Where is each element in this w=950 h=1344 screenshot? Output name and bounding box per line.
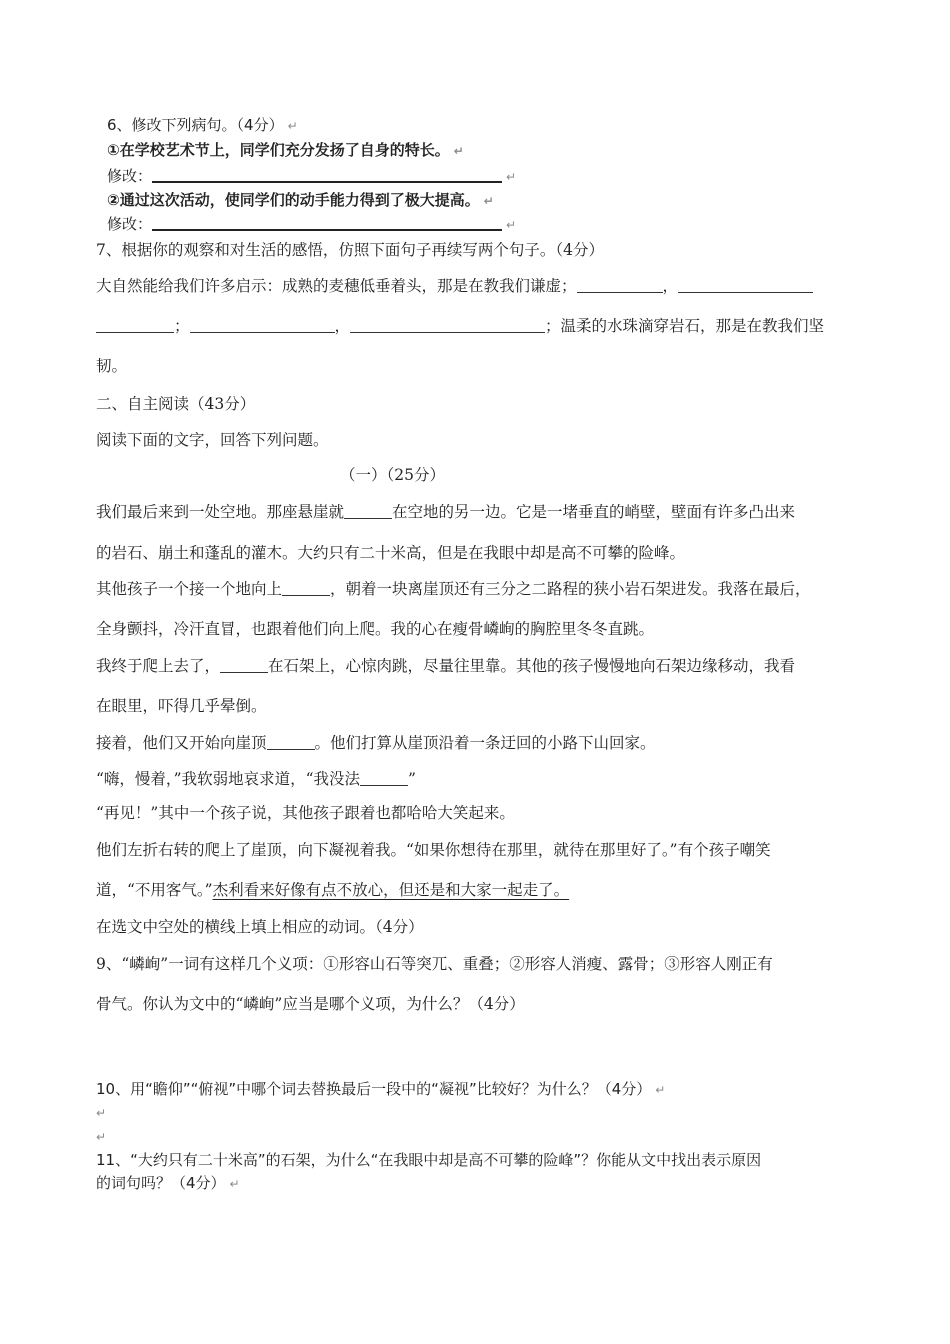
answer-blank-p1[interactable] xyxy=(344,503,392,519)
q11-line-2: 的词句吗？（4分） ↵ xyxy=(96,1174,240,1192)
q7-line-2: ； ， ；温柔的水珠滴穿岩石，那是在教我们坚 xyxy=(96,316,824,336)
answer-blank-7-3[interactable] xyxy=(96,317,174,333)
answer-blank-7-1[interactable] xyxy=(577,277,663,293)
reading-instruction: 阅读下面的文字，回答下列问题。 xyxy=(96,431,329,449)
answer-blank-p3[interactable] xyxy=(220,657,268,673)
answer-blank-6-2[interactable] xyxy=(152,214,502,231)
underlined-sentence: 杰利看来好像有点不放心，但还是和大家一起走了。 xyxy=(212,881,570,899)
answer-blank-p4[interactable] xyxy=(267,734,315,750)
paragraph-mark-icon: ↵ xyxy=(453,144,464,158)
passage-line: “嗨，慢着，”我软弱地哀求道，“我没法 ” xyxy=(96,770,416,788)
paragraph-mark-icon: ↵ xyxy=(506,170,517,184)
passage-line: 全身颤抖，冷汗直冒，也跟着他们向上爬。我的心在瘦骨嶙峋的胸腔里冬冬直跳。 xyxy=(96,620,655,638)
passage-line: 道，“不用客气。”杰利看来好像有点不放心，但还是和大家一起走了。 xyxy=(96,881,570,899)
q9-line-1: 9、“嶙峋”一词有这样几个义项：①形容山石等突兀、重叠；②形容人消瘦、露骨；③形容人刚正有 xyxy=(96,955,773,973)
answer-blank-7-4[interactable] xyxy=(190,317,335,333)
passage-line: 他们左折右转的爬上了崖顶，向下凝视着我。“如果你想待在那里，就待在那里好了。”有个孩子嘲笑 xyxy=(96,841,771,859)
section-2-title: 二、自主阅读（43分） xyxy=(96,395,256,413)
paragraph-mark-icon: ↵ xyxy=(287,119,298,133)
passage-line: 其他孩子一个接一个地向上 ，朝着一块离崖顶还有三分之二路程的狭小岩石架进发。我落在最后， xyxy=(96,580,811,598)
q6-fix-1: 修改： ↵ xyxy=(107,167,517,185)
passage-line: 的岩石、崩土和蓬乱的灌木。大约只有二十米高，但是在我眼中却是高不可攀的险峰。 xyxy=(96,544,686,562)
passage-line: 我们最后来到一处空地。那座悬崖就 在空地的另一边。它是一堵垂直的峭壁，壁面有许多凸出来 xyxy=(96,503,796,521)
q8-text: 在选文中空处的横线上填上相应的动词。（4分） xyxy=(96,918,424,936)
q7-line-3: 韧。 xyxy=(96,357,128,375)
paragraph-mark-icon: ↵ xyxy=(483,194,494,208)
q11-line-1: 11、“大约只有二十米高”的石架，为什么“在我眼中却是高不可攀的险峰”？你能从文中找出表示原因 xyxy=(96,1151,762,1169)
answer-blank-7-2[interactable] xyxy=(678,277,813,293)
q7-title: 7、根据你的观察和对生活的感悟，仿照下面句子再续写两个句子。（4分） xyxy=(96,241,604,259)
answer-blank-p5[interactable] xyxy=(360,770,408,786)
answer-blank-7-5[interactable] xyxy=(350,317,545,333)
passage-line: 在眼里，吓得几乎晕倒。 xyxy=(96,697,267,715)
paragraph-mark-icon: ↵ xyxy=(96,1106,107,1120)
paragraph-mark-icon: ↵ xyxy=(655,1083,666,1097)
answer-blank-6-1[interactable] xyxy=(152,166,502,183)
paragraph-mark-icon: ↵ xyxy=(229,1177,240,1191)
part-1-title: （一）（25分） xyxy=(340,466,445,484)
q10-text: 10、用“瞻仰”“俯视”中哪个词去替换最后一段中的“凝视”比较好？为什么？（4分） ↵ xyxy=(96,1080,666,1098)
paragraph-mark-icon: ↵ xyxy=(506,218,517,232)
passage-line: 我终于爬上去了， 在石架上，心惊肉跳，尽量往里靠。其他的孩子慢慢地向石架边缘移动，我看 xyxy=(96,657,796,675)
q6-title: 6、修改下列病句。（4分） ↵ xyxy=(107,116,298,134)
q9-line-2: 骨气。你认为文中的“嶙峋”应当是哪个义项，为什么？（4分） xyxy=(96,995,525,1013)
q6-sentence-1: ①在学校艺术节上，同学们充分发扬了自身的特长。 ↵ xyxy=(107,141,464,159)
q7-line-1: 大自然能给我们许多启示：成熟的麦穗低垂着头，那是在教我们谦虚； ， xyxy=(96,276,813,296)
q6-fix-2: 修改： ↵ xyxy=(107,215,517,233)
passage-line: “再见！”其中一个孩子说，其他孩子跟着也都哈哈大笑起来。 xyxy=(96,804,515,822)
passage-line: 接着，他们又开始向崖顶 。他们打算从崖顶沿着一条迂回的小路下山回家。 xyxy=(96,734,656,752)
paragraph-mark-icon: ↵ xyxy=(96,1130,107,1144)
q6-sentence-2: ②通过这次活动，使同学们的动手能力得到了极大提高。 ↵ xyxy=(107,191,494,209)
answer-blank-p2[interactable] xyxy=(282,580,330,596)
